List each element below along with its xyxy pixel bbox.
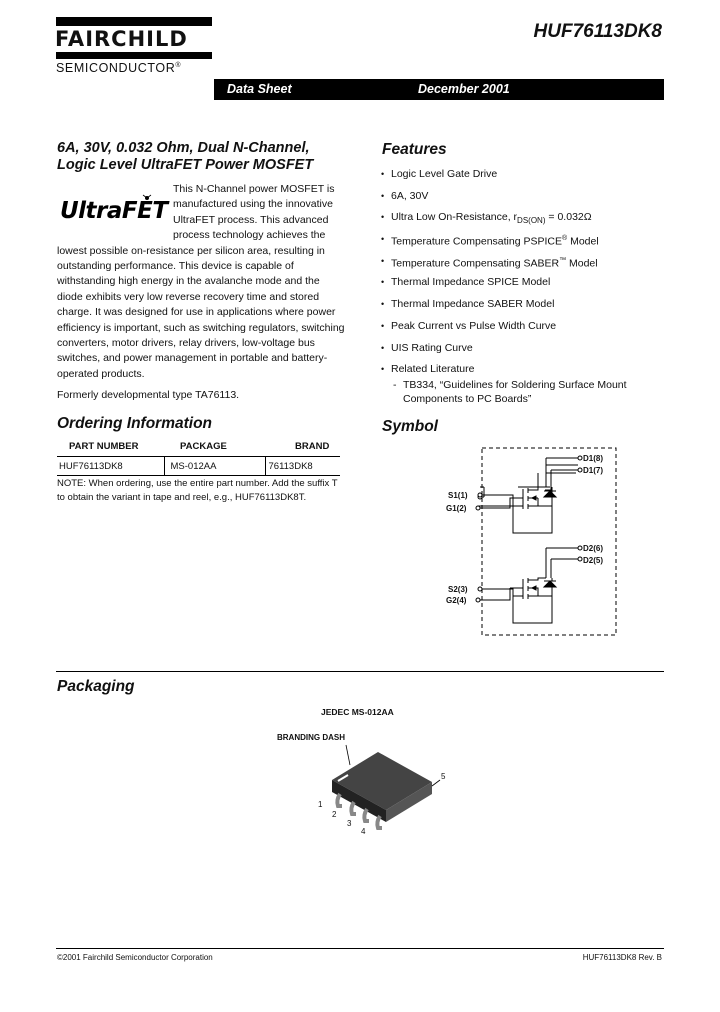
pin-d2-6: D2(6) (583, 544, 604, 553)
list-item: • UIS Rating Curve (381, 341, 473, 354)
bullet-icon: • (381, 255, 385, 266)
list-item: • Peak Current vs Pulse Width Curve (381, 319, 557, 332)
list-item: • Temperature Compensating SABER™ Model (381, 255, 598, 270)
mosfet-1 (478, 458, 578, 509)
pin-d2-5: D2(5) (583, 556, 604, 565)
registered-mark: ® (175, 62, 182, 69)
brand-sub: SEMICONDUCTOR® (56, 61, 182, 76)
part-number-header: HUF76113DK8 (533, 21, 662, 42)
bullet-icon: • (381, 320, 385, 331)
col-brand: BRAND (295, 441, 330, 452)
literature-item: - TB334, “Guidelines for Soldering Surface Mount Components to PC Boards” (393, 379, 627, 406)
ordering-table (57, 439, 340, 476)
pin-g1-2: G1(2) (446, 504, 467, 513)
footer-revision: HUF76113DK8 Rev. B (582, 953, 662, 962)
col-part-number: PART NUMBER (69, 441, 139, 452)
ordering-title: Ordering Information (57, 415, 212, 432)
footer-copyright: ©2001 Fairchild Semiconductor Corporation (57, 953, 213, 962)
features-title: Features (382, 141, 447, 158)
pin-d1-8: D1(8) (583, 454, 604, 463)
table-row (57, 457, 340, 476)
developmental-note: Formerly developmental type TA76113. (57, 389, 240, 402)
ordering-note: NOTE: When ordering, use the entire part number. Add the suffix T to obtain the variant in tape and reel, e.g., HUF76113DK8T. (57, 478, 338, 503)
list-item: • Temperature Compensating PSPICE® Model (381, 234, 599, 248)
bullet-icon: • (381, 277, 385, 288)
features-list (381, 167, 671, 406)
cell-package: MS-012AA (164, 457, 265, 476)
mosfet-1-leads (476, 456, 582, 510)
pkg-pin-4: 4 (361, 827, 366, 836)
bullet-icon: • (381, 299, 385, 310)
pkg-pin-1: 1 (318, 800, 323, 809)
bullet-icon: • (381, 190, 385, 201)
mosfet-2 (476, 546, 582, 623)
literature-dash: - (393, 379, 397, 392)
list-item: • 6A, 30V (381, 189, 429, 202)
bullet-icon: • (381, 169, 385, 179)
jedec-label: JEDEC MS-012AA (321, 707, 394, 717)
pin-s1-1: S1(1) (448, 491, 468, 500)
logo-top-bar (56, 17, 212, 26)
symbol-title: Symbol (382, 418, 438, 435)
list-item: • Ultra Low On-Resistance, $r_{DS(ON)} = 0.032\Omega$ (381, 211, 592, 226)
bullet-icon: • (381, 342, 385, 353)
doc-type: Data Sheet (227, 82, 292, 96)
bullet-icon: • (381, 364, 385, 375)
pin-d1-7: D1(7) (583, 466, 604, 475)
packaging-divider (56, 671, 664, 672)
ordering-header-row (57, 439, 340, 457)
bullet-icon: • (381, 212, 385, 223)
pkg-pin-2: 2 (332, 810, 337, 819)
brand-logo: FAIRCHILD (55, 27, 188, 51)
list-item: • Thermal Impedance SABER Model (381, 298, 555, 311)
description: This N-Channel power MOSFET is manufactured using the innovative UltraFET process. This advanced process technology achieves the lowest possible on-resistance per silicon area, resulting in outstanding performance. This device is capable of withstanding high energy in the avalanche mode and the diode exhibits very low reverse recovery time and stored charge. It was designed for use in applications where power efficiency is important, such as switching regulators, switching converters, motor drivers, relay drivers, low-voltage bus switches, and power management in portable and battery- operated products. Formerly developmental type TA76113. (57, 182, 347, 404)
pin-s2-3: S2(3) (448, 585, 468, 594)
pin-g2-4: G2(4) (446, 596, 467, 605)
branding-dash-label: BRANDING DASH (277, 733, 345, 742)
list-item: • Related Literature (381, 363, 475, 376)
ultrafet-logo-text: UltraFET (60, 198, 168, 224)
product-title: 6A, 30V, 0.032 Ohm, Dual N-Channel, Logic Level UltraFET Power MOSFET (57, 140, 314, 173)
pkg-pin-5: 5 (441, 772, 446, 781)
so8-package-drawing (300, 740, 460, 840)
col-package: PACKAGE (180, 441, 227, 452)
footer-divider (56, 948, 664, 949)
logo-bottom-bar (56, 52, 212, 59)
cell-part: HUF76113DK8 (57, 457, 164, 476)
header-band (214, 79, 664, 100)
doc-date: December 2001 (418, 82, 510, 96)
list-item: • Thermal Impedance SPICE Model (381, 276, 551, 289)
cell-brand: 76113DK8 (268, 461, 313, 472)
pkg-pin-3: 3 (347, 819, 352, 828)
packaging-title: Packaging (57, 678, 135, 695)
list-item: • Logic Level Gate Drive (381, 168, 498, 180)
mosfet-1-source-loop (513, 506, 552, 533)
bullet-icon: • (381, 234, 385, 245)
